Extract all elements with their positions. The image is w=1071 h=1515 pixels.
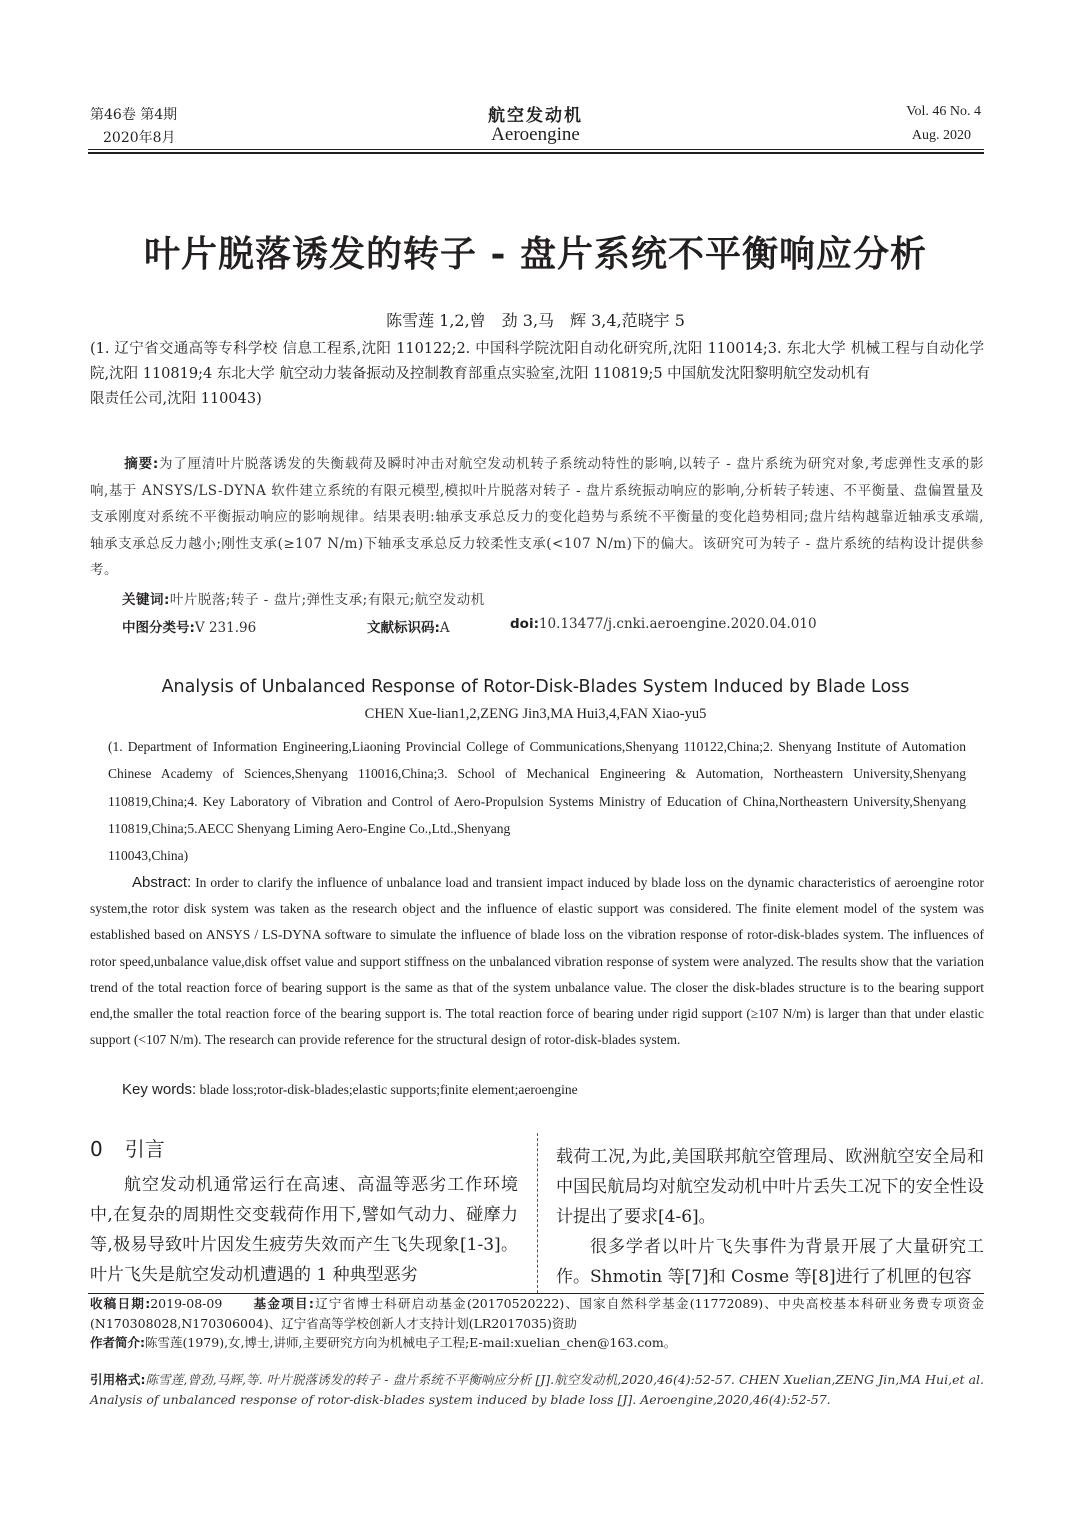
affiliation-en-line-2: 110043,China) xyxy=(108,848,189,864)
section-number: 0 xyxy=(90,1137,103,1161)
clc-label: 中图分类号: xyxy=(122,620,195,636)
received-label: 收稿日期: xyxy=(90,1296,151,1311)
issue-date-en: Aug. 2020 xyxy=(911,128,971,143)
footnote xyxy=(90,1294,984,1353)
doi-label: doi: xyxy=(510,616,539,632)
body-column-left: 航空发动机通常运行在高速、高温等恶劣工作环境中,在复杂的周期性交变载荷作用下,譬如气动力、碰摩力等,极易导致叶片因发生疲劳失效而产生飞失现象[1-3]。叶片飞失是航空发动机遭遇的 1 种典型恶劣 xyxy=(90,1175,518,1285)
abstract-en-label: Abstract: xyxy=(132,874,192,891)
abstract-cn xyxy=(90,451,984,584)
document-code xyxy=(367,616,450,636)
paper-title-cn: 叶片脱落诱发的转子 - 盘片系统不平衡响应分析 xyxy=(143,233,927,275)
affiliation-cn-line-1: (1. 辽宁省交通高等专科学校 信息工程系,沈阳 110122;2. 中国科学院沈阳自动化研究所,沈阳 110014;3. 东北大学 机械工程与自动化学院,沈阳 110819;4 东北大学 航空动力装备振动及控制教育部重点实验室,沈阳 110819;5 中国航发沈阳黎明航空发动机有 xyxy=(90,341,984,382)
keywords-cn xyxy=(122,588,485,608)
abstract-en xyxy=(90,870,984,1053)
abstract-en-text: In order to clarify the influence of unbalance load and transient impact induced by blade loss on the dynamic characteristics of aeroengine rotor system,the rotor disk system was taken as the research object and the influence of elastic support was considered. The finite element model of the system was established based on ANSYS / LS-DYNA software to simulate the influence of blade loss on the vibration response of rotor-disk-blades system. The influences of rotor speed,unbalance value,disk offset value and support stiffness on the unbalanced vibration response of system were analyzed. The results show that the variation trend of the total reaction force of bearing support is the same as that of the system unbalance value. The closer the disk-blades structure is to the bearing support end,the smaller the total reaction force of the bearing support is. The total reaction force of bearing under rigid support (≥107 N/m) is larger than that under elastic support (<107 N/m). The research can provide reference for the structural design of rotor-disk-blades system. xyxy=(90,875,985,1048)
body-right-paragraph-2: 很多学者以叶片飞失事件为背景开展了大量研究工作。Shmotin 等[7]和 Cosme 等[8]进行了机匣的包容 xyxy=(556,1237,984,1287)
citation-text: 陈雪莲,曾劲,马辉,等. 叶片脱落诱发的转子 - 盘片系统不平衡响应分析 [J].航空发动机,2020,46(4):52-57. CHEN Xuelian,ZENG Jin,MA Hui,et al. Analysis of unbalanced response of rotor-disk-blades system induced by blade loss [J]. Aeroengine,2020,46(4):52-57. xyxy=(90,1372,984,1407)
body-column-right xyxy=(556,1142,984,1292)
keywords-en xyxy=(122,1081,578,1098)
abstract-cn-label: 摘要: xyxy=(124,456,159,472)
footnote-bio-line xyxy=(90,1333,984,1353)
section-heading xyxy=(90,1133,165,1162)
body-right-paragraph-1: 载荷工况,为此,美国联邦航空管理局、欧洲航空安全局和中国民航局均对航空发动机中叶片丢失工况下的安全性设计提出了要求[4-6]。 xyxy=(556,1147,984,1227)
affiliation-en xyxy=(108,733,966,869)
journal-name-en: Aeroengine xyxy=(491,124,580,145)
clc-value: V 231.96 xyxy=(194,620,257,636)
clc-number xyxy=(122,616,256,636)
bio-text: 陈雪莲(1979),女,博士,讲师,主要研究方向为机械电子工程;E-mail:xuelian_chen@163.com。 xyxy=(145,1335,677,1350)
doi-value: 10.13477/j.cnki.aeroengine.2020.04.010 xyxy=(538,616,817,632)
received-date: 2019-08-09 xyxy=(150,1296,223,1311)
footnote-funding-line xyxy=(90,1294,984,1333)
journal-name-cn: 航空发动机 xyxy=(488,106,583,126)
issue-volume: 第46卷 第4期 xyxy=(90,107,178,123)
keywords-cn-text: 叶片脱落;转子 - 盘片;弹性支承;有限元;航空发动机 xyxy=(169,592,485,608)
paper-title-en: Analysis of Unbalanced Response of Rotor-Disk-Blades System Induced by Blade Loss xyxy=(161,677,910,697)
citation xyxy=(90,1370,984,1410)
header-rule-top xyxy=(88,149,984,150)
authors-cn: 陈雪莲 1,2,曾 劲 3,马 辉 3,4,范晓宇 5 xyxy=(386,311,685,330)
keywords-en-label: Key words: xyxy=(122,1081,197,1098)
authors-en: CHEN Xue-lian1,2,ZENG Jin3,MA Hui3,4,FAN Xiao-yu5 xyxy=(364,706,707,722)
section-title: 引言 xyxy=(124,1137,165,1161)
column-divider xyxy=(537,1133,538,1293)
abstract-cn-text: 为了厘清叶片脱落诱发的失衡载荷及瞬时冲击对航空发动机转子系统动特性的影响,以转子 - 盘片系统为研究对象,考虑弹性支承的影响,基于 ANSYS/LS-DYNA 软件建立系统的有限元模型,模拟叶片脱落对转子 - 盘片系统振动响应的影响,分析转子转速、不平衡量、盘偏置量及支承刚度对系统不平衡振动响应的影响规律。结果表明:轴承支承总反力的变化趋势与系统不平衡量的变化趋势相同;盘片结构越靠近轴承支承端,轴承支承总反力越小;刚性支承(≥107 N/m)下轴承支承总反力较柔性支承(<107 N/m)下的偏大。该研究可为转子 - 盘片系统的结构设计提供参考。 xyxy=(90,456,984,578)
keywords-cn-label: 关键词: xyxy=(122,592,170,608)
issue-volume-en: Vol. 46 No. 4 xyxy=(906,104,981,119)
fund-label: 基金项目: xyxy=(252,1296,314,1311)
doi xyxy=(510,616,817,632)
doc-code-value: A xyxy=(439,620,450,636)
header-rule-bottom xyxy=(88,152,984,154)
keywords-en-text: blade loss;rotor-disk-blades;elastic supports;finite element;aeroengine xyxy=(199,1082,578,1097)
affiliation-cn-line-2: 限责任公司,沈阳 110043) xyxy=(90,391,262,407)
doc-code-label: 文献标识码: xyxy=(367,620,440,636)
affiliation-en-line-1: (1. Department of Information Engineering,Liaoning Provincial College of Communications,Shenyang 110122,China;2. Shenyang Institute of Automation Chinese Academy of Sciences,Shenyang 110016,China;3. School of Mechanical Engineering & Automation, Northeastern University,Shenyang 110819,China;4. Key Laboratory of Vibration and Control of Aero-Propulsion Systems Ministry of Education of China,Northeastern University,Shenyang 110819,China;5.AECC Shenyang Liming Aero-Engine Co.,Ltd.,Shenyang xyxy=(108,739,966,836)
fund-text: 辽宁省博士科研启动基金(20170520222)、国家自然科学基金(11772089)、中央高校基本科研业务费专项资金(N170308028,N170306004)、辽宁省高等学校创新人才支持计划(LR2017035)资助 xyxy=(90,1296,985,1331)
affiliation-cn xyxy=(90,337,984,412)
bio-label: 作者简介: xyxy=(90,1335,145,1350)
issue-date-cn: 2020年8月 xyxy=(103,130,176,146)
citation-label: 引用格式: xyxy=(90,1372,146,1387)
